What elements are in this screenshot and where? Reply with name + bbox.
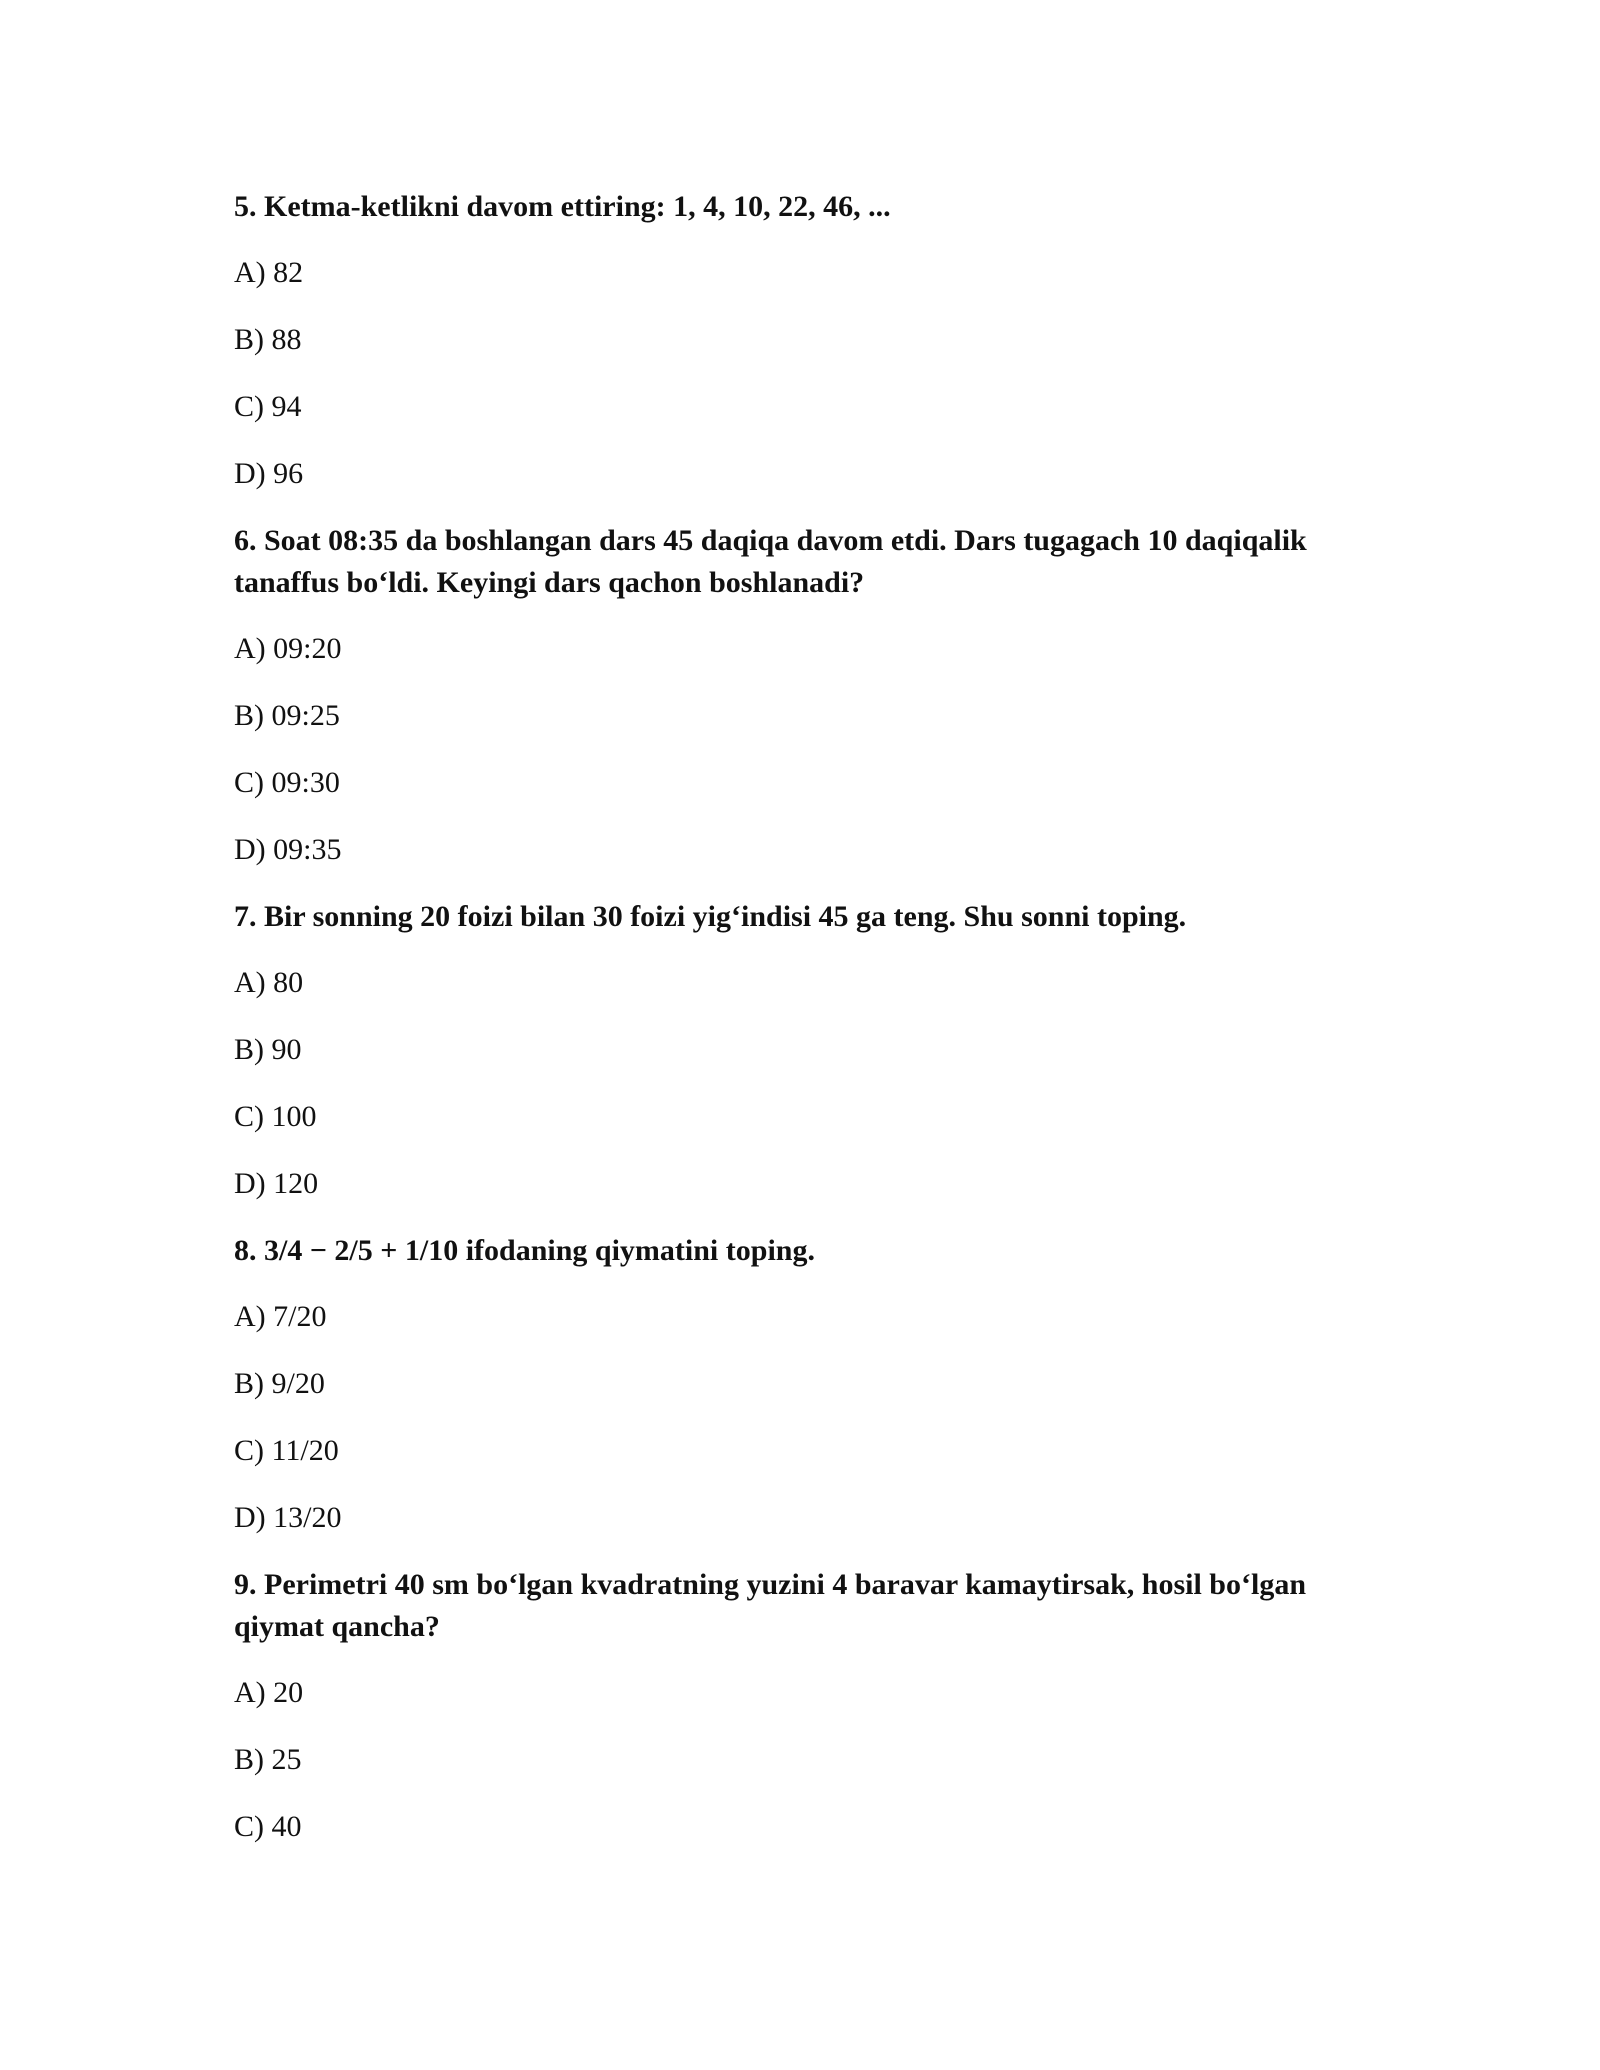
option-b: B) 90 (234, 1033, 302, 1066)
option-a: A) 09:20 (234, 632, 342, 665)
option-d: D) 13/20 (234, 1501, 342, 1534)
question-9 (234, 1564, 1374, 1848)
option-b: B) 88 (234, 323, 302, 356)
option-a: A) 20 (234, 1676, 304, 1709)
question-6 (234, 520, 1374, 871)
question-text: 5. Ketma-ketlikni davom ettiring: 1, 4, 10, 22, 46, ... (234, 190, 891, 223)
question-8 (234, 1230, 1374, 1539)
option-c: C) 100 (234, 1100, 317, 1133)
question-5 (234, 186, 1374, 495)
option-d: D) 09:35 (234, 833, 342, 866)
document-page (234, 186, 1374, 1873)
option-a: A) 7/20 (234, 1300, 327, 1333)
question-text: 9. Perimetri 40 sm bo‘lgan kvadratning yuzini 4 baravar kamaytirsak, hosil bo‘lgan qiymat qancha? (234, 1568, 1307, 1643)
option-d: D) 120 (234, 1167, 319, 1200)
option-b: B) 25 (234, 1743, 302, 1776)
option-c: C) 40 (234, 1810, 302, 1843)
option-a: A) 82 (234, 256, 304, 289)
question-text: 6. Soat 08:35 da boshlangan dars 45 daqiqa davom etdi. Dars tugagach 10 daqiqalik tanaffus bo‘ldi. Keyingi dars qachon boshlanadi? (234, 524, 1307, 599)
option-d: D) 96 (234, 457, 304, 490)
option-a: A) 80 (234, 966, 304, 999)
question-text: 7. Bir sonning 20 foizi bilan 30 foizi yig‘indisi 45 ga teng. Shu sonni toping. (234, 900, 1187, 933)
option-c: C) 09:30 (234, 766, 340, 799)
question-text: 8. 3/4 − 2/5 + 1/10 ifodaning qiymatini toping. (234, 1234, 815, 1267)
question-7 (234, 896, 1374, 1205)
option-b: B) 9/20 (234, 1367, 325, 1400)
option-b: B) 09:25 (234, 699, 340, 732)
option-c: C) 11/20 (234, 1434, 339, 1467)
option-c: C) 94 (234, 390, 302, 423)
